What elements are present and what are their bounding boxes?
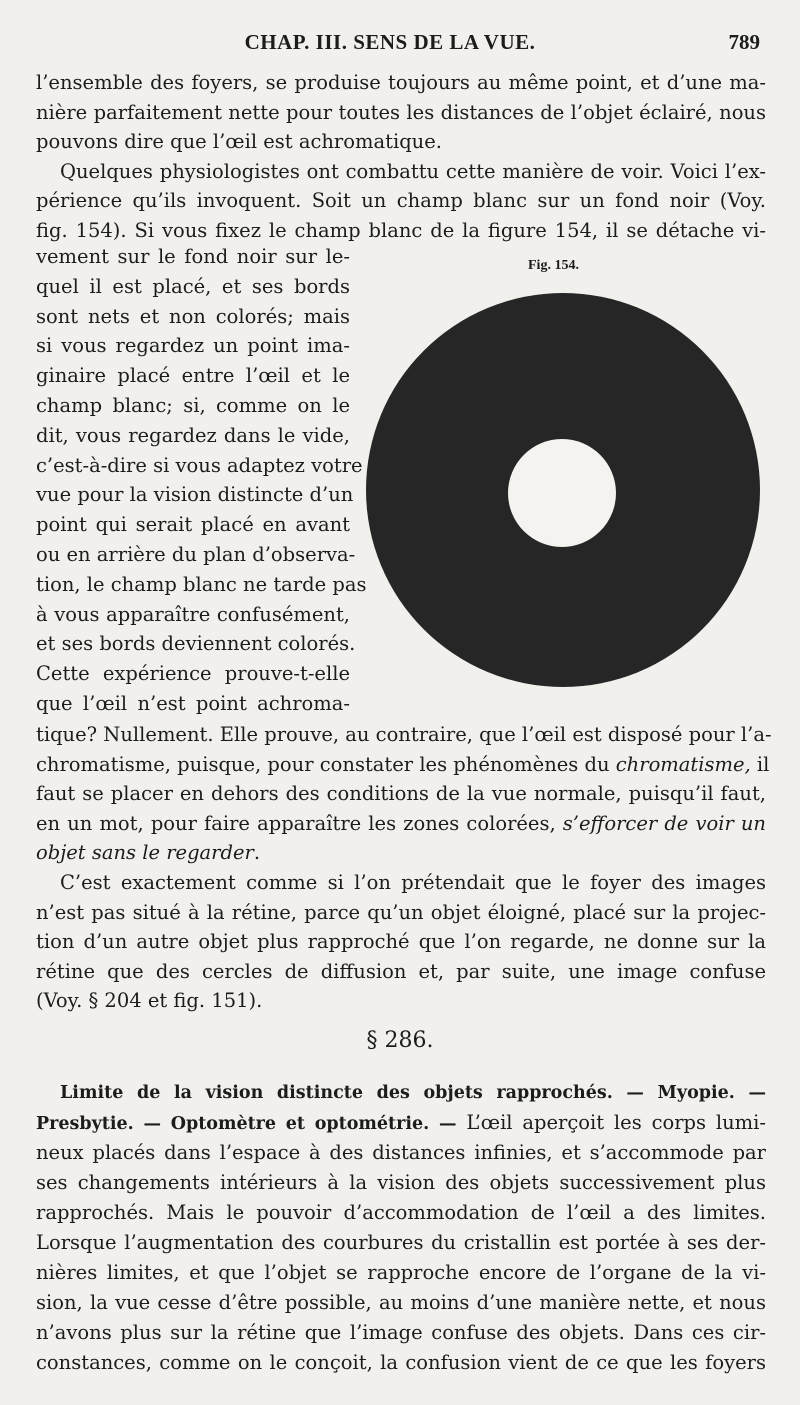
text-line: point qui serait placé en avant: [36, 513, 350, 537]
text-line: chromatisme, puisque, pour constater les phénomènes du chromatisme, il: [36, 752, 770, 776]
text-line: et ses bords deviennent colorés.: [36, 632, 356, 656]
section-title: Limite de la vision distincte des objets rapprochés. — Myopie. —: [60, 1083, 766, 1103]
text-line: C’est exactement comme si l’on prétendait que le foyer des images: [60, 871, 766, 894]
text-line: tique? Nullement. Elle prouve, au contraire, que l’œil est disposé pour l’a-: [36, 723, 772, 746]
text-line: n’est pas situé à la rétine, parce qu’un objet éloigné, placé sur la projec-: [36, 900, 766, 924]
section-286-body: [36, 1078, 766, 1378]
text-line: ginaire placé entre l’œil et le: [36, 364, 350, 388]
running-title: CHAP. III. SENS DE LA VUE.: [244, 30, 536, 54]
text-line: sion, la vue cesse d’être possible, au moins d’une manière nette, et nous: [36, 1291, 766, 1314]
text-line: en un mot, pour faire apparaître les zones colorées, s’efforcer de voir un: [36, 811, 766, 835]
paragraph-3: [36, 868, 766, 1016]
text-line: c’est-à-dire si vous adaptez votre: [36, 453, 363, 477]
text-line: champ blanc; si, comme on le: [36, 393, 350, 417]
text-line: nière parfaitement nette pour toutes les distances de l’objet éclairé, nous: [36, 100, 766, 124]
paragraph-2-continued: [36, 720, 772, 868]
text-line: tion, le champ blanc ne tarde pas: [36, 572, 367, 596]
text-line: à vous apparaître confusément,: [36, 602, 350, 626]
text-line: fig. 154). Si vous fixez le champ blanc de la figure 154, il se détache vi-: [36, 218, 766, 242]
figure-caption: Fig. 154.: [528, 258, 579, 273]
text-line: sont nets et non colorés; mais: [36, 304, 350, 328]
text-line: Quelques physiologistes ont combattu cette manière de voir. Voici l’ex-: [60, 159, 766, 183]
text-line: périence qu’ils invoquent. Soit un champ blanc sur un fond noir (Voy.: [36, 189, 766, 212]
text-line: neux placés dans l’espace à des distances infinies, et s’accommode par: [36, 1141, 766, 1164]
text-line: objet sans le regarder.: [36, 841, 261, 864]
text-line: faut se placer en dehors des conditions de la vue normale, puisqu’il faut,: [36, 782, 766, 805]
paragraph-1: [36, 68, 766, 245]
text-line: rapprochés. Mais le pouvoir d’accommodation de l’œil a des limites.: [36, 1201, 766, 1224]
text-line: ou en arrière du plan d’observa-: [36, 542, 356, 566]
text-line: quel il est placé, et ses bords: [36, 274, 350, 298]
text-line: n’avons plus sur la rétine que l’image confuse des objets. Dans ces cir-: [36, 1321, 766, 1344]
text-line: vement sur le fond noir sur le-: [36, 245, 350, 268]
text-line: Cette expérience prouve-t-elle: [36, 662, 350, 686]
text-line: constances, comme on le conçoit, la confusion vient de ce que les foyers: [36, 1351, 766, 1374]
text-line: nières limites, et que l’objet se rapproche encore de l’organe de la vi-: [36, 1261, 766, 1284]
white-field: [508, 439, 616, 547]
text-line: vue pour la vision distincte d’un: [36, 483, 354, 507]
page-number: 789: [728, 30, 760, 54]
text-line: tion d’un autre objet plus rapproché que l’on regarde, ne donne sur la: [36, 930, 766, 953]
text-line: ses changements intérieurs à la vision des objets successivement plus: [36, 1171, 766, 1194]
text-line: rétine que des cercles de diffusion et, par suite, une image confuse: [36, 959, 766, 983]
text-line: l’ensemble des foyers, se produise toujours au même point, et d’une ma-: [36, 71, 766, 94]
text-line: si vous regardez un point ima-: [36, 334, 350, 358]
text-line: (Voy. § 204 et fig. 151).: [36, 989, 263, 1012]
paragraph-2-column: [36, 242, 367, 719]
section-heading: § 286.: [366, 1028, 434, 1053]
section-subtitle: Presbytie. — Optomètre et optométrie. —: [36, 1114, 457, 1134]
figure-154-ring: [360, 285, 770, 695]
page-header: [0, 30, 800, 60]
text-line: pouvons dire que l’œil est achromatique.: [36, 130, 442, 153]
text-line: que l’œil n’est point achroma-: [36, 691, 350, 715]
text-line: dit, vous regardez dans le vide,: [36, 423, 350, 447]
text-line: Presbytie. — Optomètre et optométrie. — L’œil aperçoit les corps lumi-: [36, 1111, 766, 1134]
text-line: Lorsque l’augmentation des courbures du cristallin est portée à ses der-: [36, 1231, 766, 1254]
